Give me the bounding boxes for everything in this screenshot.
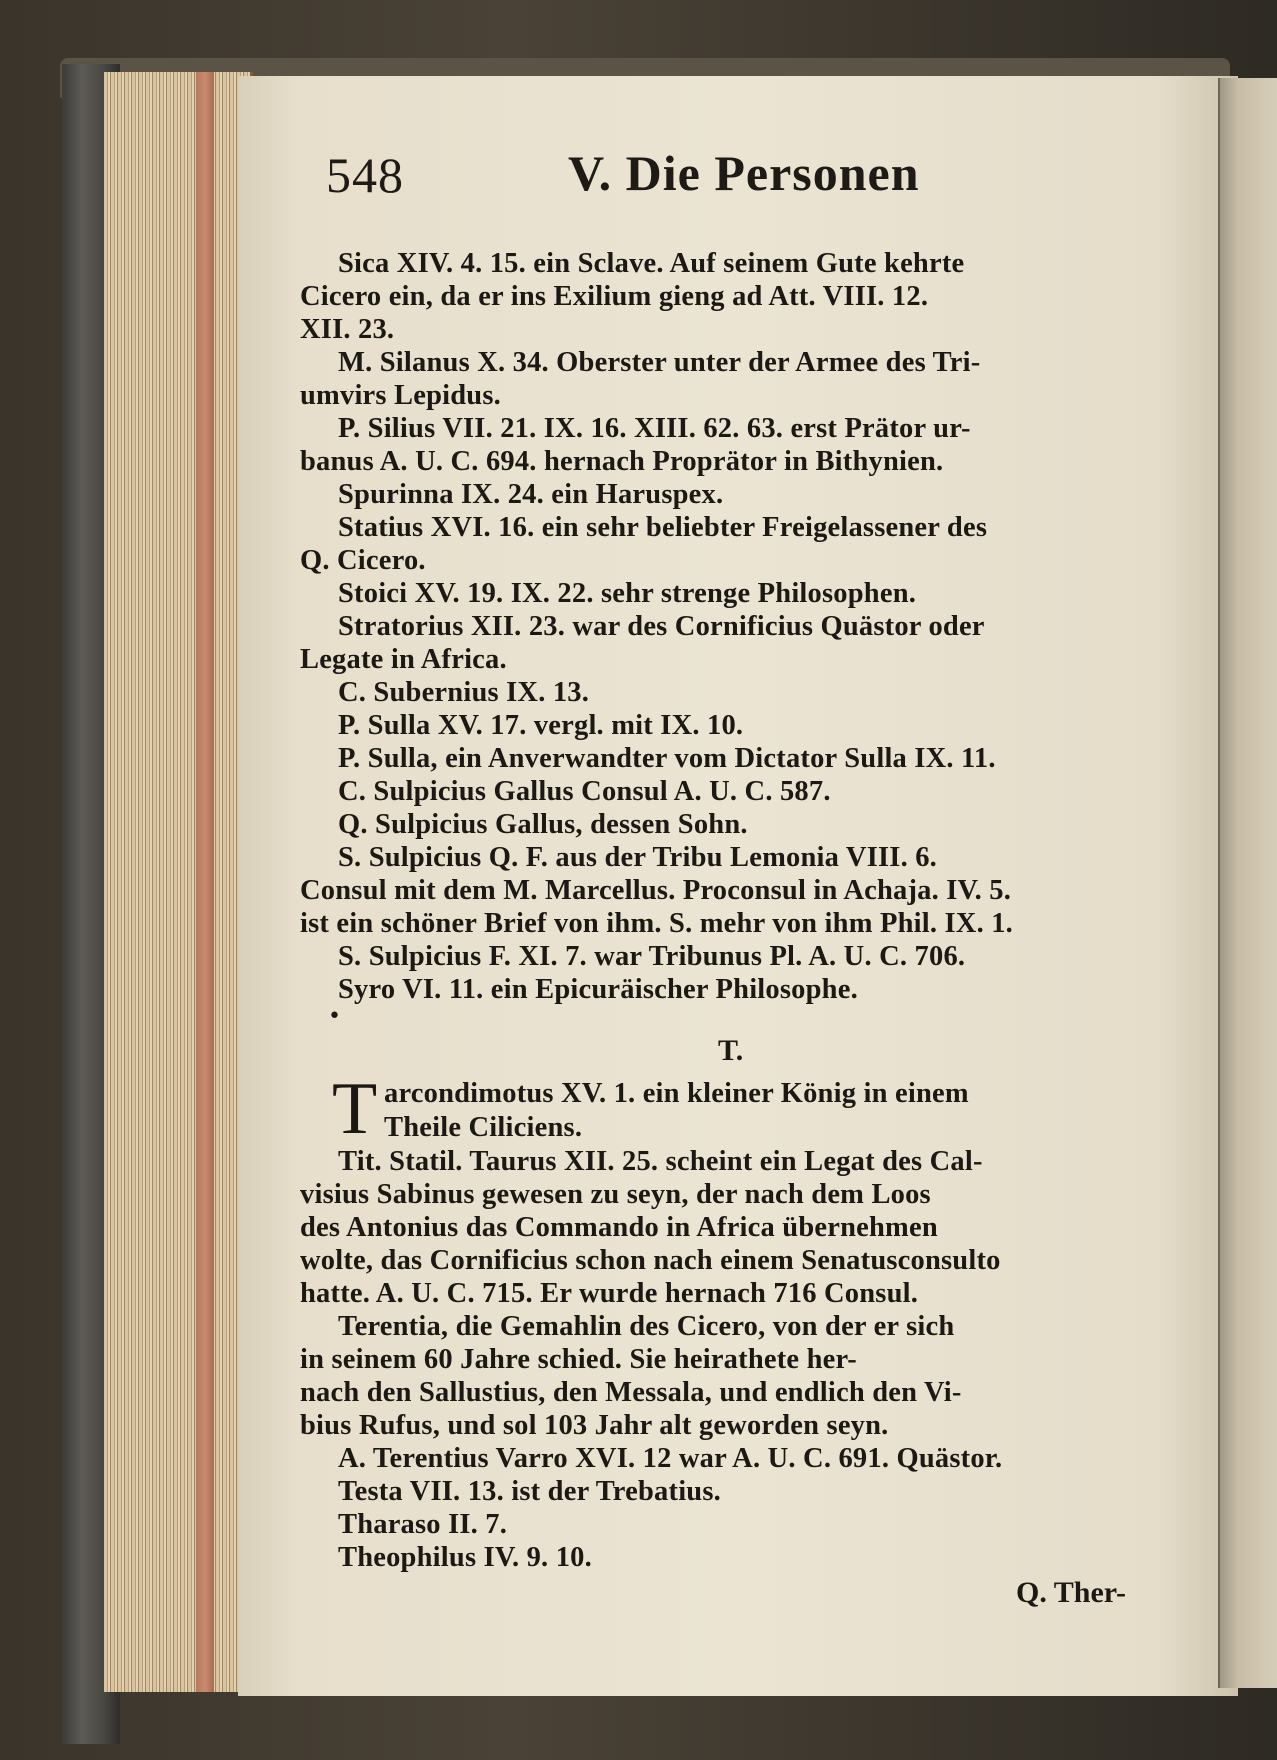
entry-line: visius Sabinus gewesen zu seyn, der nach dem Loos xyxy=(300,1179,931,1210)
entry-line: XII. 23. xyxy=(300,314,395,345)
entry-line: in seinem 60 Jahre schied. Sie heirathete her- xyxy=(300,1344,857,1375)
entry-line: des Antonius das Commando in Africa übernehmen xyxy=(300,1212,938,1243)
entry-line: P. Sulla, ein Anverwandter vom Dictator Sulla IX. 11. xyxy=(338,743,996,774)
entry-line: Consul mit dem M. Marcellus. Proconsul in Achaja. IV. 5. xyxy=(300,875,1012,906)
red-page-edge xyxy=(196,72,214,1692)
entry-line: M. Silanus X. 34. Oberster unter der Armee des Tri- xyxy=(338,347,981,378)
entry-line: Tit. Statil. Taurus XII. 25. scheint ein Legat des Cal- xyxy=(338,1146,983,1177)
facing-page-edge xyxy=(1218,78,1277,1688)
entry-line: Statius XVI. 16. ein sehr beliebter Freigelassener des xyxy=(338,512,988,543)
entry-line: Syro VI. 11. ein Epicuräischer Philosophe. xyxy=(338,974,858,1005)
page-number: 548 xyxy=(326,147,404,203)
entry-line: Theophilus IV. 9. 10. xyxy=(338,1542,592,1573)
entry-line: P. Silius VII. 21. IX. 16. XIII. 62. 63. erst Prätor ur- xyxy=(338,413,971,444)
entry-line: Q. Sulpicius Gallus, dessen Sohn. xyxy=(338,809,748,840)
page-title: V. Die Personen xyxy=(568,145,920,201)
margin-mark: • xyxy=(328,1004,341,1029)
entry-line: S. Sulpicius Q. F. aus der Tribu Lemonia VIII. 6. xyxy=(338,842,937,873)
entry-line: Sica XIV. 4. 15. ein Sclave. Auf seinem Gute kehrte xyxy=(338,248,965,279)
page-header xyxy=(0,138,1277,208)
entry-line: ist ein schöner Brief von ihm. S. mehr von ihm Phil. IX. 1. xyxy=(300,908,1013,939)
entry-line: hatte. A. U. C. 715. Er wurde hernach 716 Consul. xyxy=(300,1278,919,1309)
entry-line: P. Sulla XV. 17. vergl. mit IX. 10. xyxy=(338,710,744,741)
page-edges xyxy=(104,72,253,1692)
entry-line: nach den Sallustius, den Messala, und endlich den Vi- xyxy=(300,1377,962,1408)
entry-line: umvirs Lepidus. xyxy=(300,380,501,411)
entry-line: Tharaso II. 7. xyxy=(338,1509,508,1540)
entry-line: Stratorius XII. 23. war des Cornificius Quästor oder xyxy=(338,611,985,642)
catchword: Q. Ther- xyxy=(1016,1576,1126,1609)
entry-line: Q. Cicero. xyxy=(300,545,426,576)
entry-line: bius Rufus, und sol 103 Jahr alt geworden seyn. xyxy=(300,1410,889,1441)
section-letter: T. xyxy=(718,1034,744,1067)
entry-line: arcondimotus XV. 1. ein kleiner König in einem xyxy=(384,1078,969,1109)
entry-line: S. Sulpicius F. XI. 7. war Tribunus Pl. A. U. C. 706. xyxy=(338,941,966,972)
entry-line: C. Sulpicius Gallus Consul A. U. C. 587. xyxy=(338,776,831,807)
entry-line: Stoici XV. 19. IX. 22. sehr strenge Philosophen. xyxy=(338,578,917,609)
entry-line: Spurinna IX. 24. ein Haruspex. xyxy=(338,479,724,510)
entry-line: Legate in Africa. xyxy=(300,644,507,675)
entry-line: Cicero ein, da er ins Exilium gieng ad Att. VIII. 12. xyxy=(300,281,929,312)
entry-line: wolte, das Cornificius schon nach einem Senatusconsulto xyxy=(300,1245,1001,1276)
entry-line: Theile Ciliciens. xyxy=(384,1112,583,1143)
entry-line: Terentia, die Gemahlin des Cicero, von der er sich xyxy=(338,1311,955,1342)
entry-line: C. Subernius IX. 13. xyxy=(338,677,590,708)
entry-line: Testa VII. 13. ist der Trebatius. xyxy=(338,1476,721,1507)
entry-line: A. Terentius Varro XVI. 12 war A. U. C. 691. Quästor. xyxy=(338,1443,1003,1474)
drop-cap: T xyxy=(332,1068,378,1150)
entry-line: banus A. U. C. 694. hernach Proprätor in Bithynien. xyxy=(300,446,944,477)
